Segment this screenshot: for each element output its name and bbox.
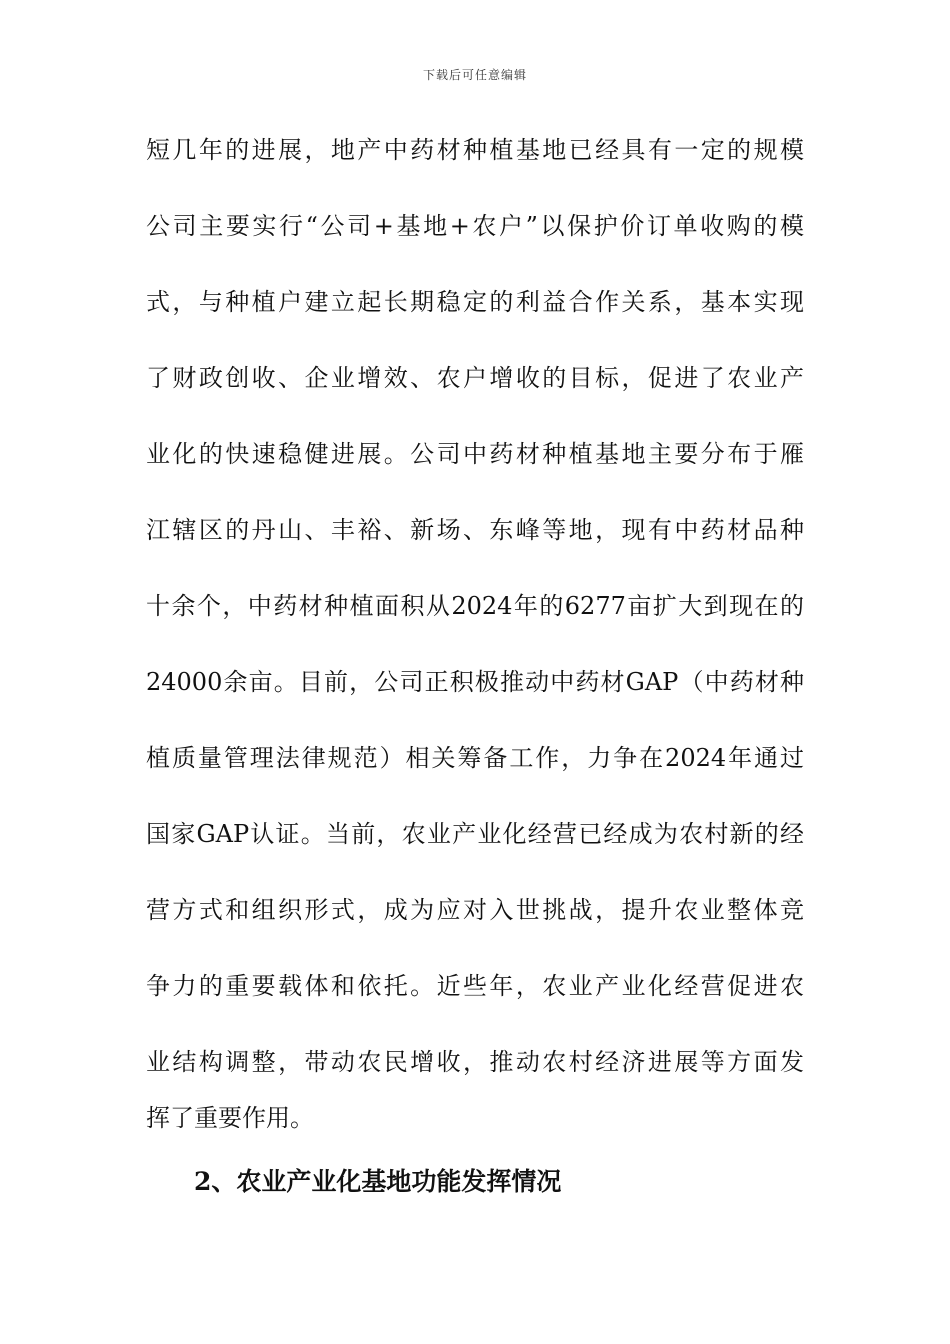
paragraph-line: 24000余亩。目前，公司正积极推动中药材GAP（中药材种 xyxy=(146,668,804,696)
paragraph-line-last: 挥了重要作用。 xyxy=(146,1104,314,1132)
paragraph-line: 江辖区的丹山、丰裕、新场、东峰等地，现有中药材品种 xyxy=(146,516,804,544)
paragraph-line: 短几年的进展，地产中药材种植基地已经具有一定的规模 xyxy=(146,136,804,164)
paragraph-line: 国家GAP认证。当前，农业产业化经营已经成为农村新的经 xyxy=(146,820,804,848)
paragraph-line: 争力的重要载体和依托。近些年，农业产业化经营促进农 xyxy=(146,972,804,1000)
paragraph-line: 十余个，中药材种植面积从2024年的6277亩扩大到现在的 xyxy=(146,592,804,620)
paragraph-line: 公司主要实行“公司+基地+农户”以保护价订单收购的模 xyxy=(146,212,804,240)
paragraph-line: 植质量管理法律规范）相关筹备工作，力争在2024年通过 xyxy=(146,744,804,772)
paragraph-line: 了财政创收、企业增效、农户增收的目标，促进了农业产 xyxy=(146,364,804,392)
paragraph-line: 式，与种植户建立起长期稳定的利益合作关系，基本实现 xyxy=(146,288,804,316)
page-header: 下载后可任意编辑 xyxy=(422,68,527,82)
section-heading: 2、农业产业化基地功能发挥情况 xyxy=(194,1167,562,1196)
paragraph-line: 营方式和组织形式，成为应对入世挑战，提升农业整体竞 xyxy=(146,896,804,924)
paragraph-line: 业结构调整，带动农民增收，推动农村经济进展等方面发 xyxy=(146,1048,804,1076)
paragraph-line: 业化的快速稳健进展。公司中药材种植基地主要分布于雁 xyxy=(146,440,804,468)
